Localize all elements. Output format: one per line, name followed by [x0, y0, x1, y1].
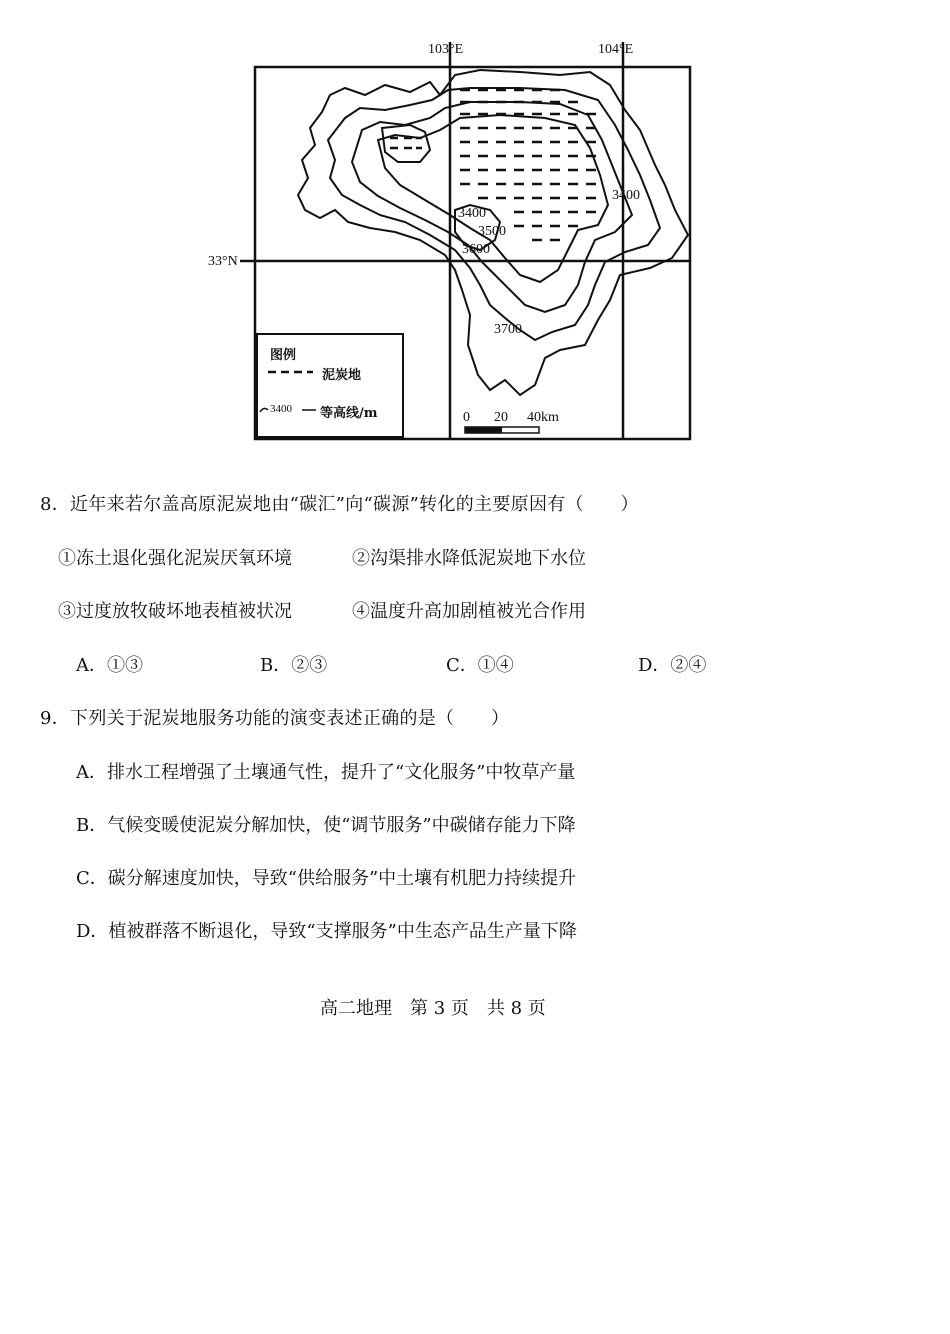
- legend-peat-label: 泥炭地: [322, 368, 362, 383]
- legend-contour-label: 等高线/m: [320, 406, 378, 421]
- scale-bar-fill: [465, 427, 502, 433]
- scale-tick: 20: [494, 410, 508, 425]
- lon-label: 103°E: [428, 42, 464, 57]
- answer-option[interactable]: A．排水工程增强了土壤通气性，提升了“文化服务”中牧草产量: [76, 762, 576, 783]
- legend-title: 图例: [270, 348, 297, 363]
- question-stem: 9．下列关于泥炭地服务功能的演变表述正确的是（ ）: [40, 708, 510, 729]
- statement: ②沟渠排水降低泥炭地下水位: [352, 548, 586, 569]
- scale-tick: 40km: [527, 410, 559, 425]
- statement: ③过度放牧破坏地表植被状况: [58, 601, 292, 622]
- contour-label: 3600: [462, 242, 490, 257]
- contour-line: [352, 102, 632, 312]
- lon-label: 104°E: [598, 42, 634, 57]
- lat-label: 33°N: [208, 254, 238, 269]
- contour-line: [382, 125, 430, 162]
- answer-option[interactable]: A．①③: [76, 655, 143, 676]
- contour-label: 3400: [458, 206, 486, 221]
- statement: ①冻土退化强化泥炭厌氧环境: [58, 548, 292, 569]
- answer-option[interactable]: B．气候变暖使泥炭分解加快，使“调节服务”中碳储存能力下降: [76, 815, 576, 836]
- answer-option[interactable]: C．碳分解速度加快，导致“供给服务”中土壤有机肥力持续提升: [76, 868, 577, 889]
- page-footer: 高二地理 第 3 页 共 8 页: [320, 998, 546, 1019]
- contour-map: [0, 0, 950, 470]
- answer-option[interactable]: D．植被群落不断退化，导致“支撑服务”中生态产品生产量下降: [76, 921, 577, 942]
- scale-tick: 0: [463, 410, 470, 425]
- question-stem: 8．近年来若尔盖高原泥炭地由“碳汇”向“碳源”转化的主要原因有（ ）: [40, 494, 639, 515]
- contour-label: 3400: [612, 188, 640, 203]
- legend-contour-sample: 3400: [270, 403, 292, 415]
- contour-label: 3700: [494, 322, 522, 337]
- answer-option[interactable]: C．①④: [446, 655, 514, 676]
- statement: ④温度升高加剧植被光合作用: [352, 601, 586, 622]
- map-graphic: [0, 0, 950, 470]
- answer-option[interactable]: B．②③: [260, 655, 328, 676]
- contour-label: 3500: [478, 224, 506, 239]
- answer-option[interactable]: D．②④: [638, 655, 707, 676]
